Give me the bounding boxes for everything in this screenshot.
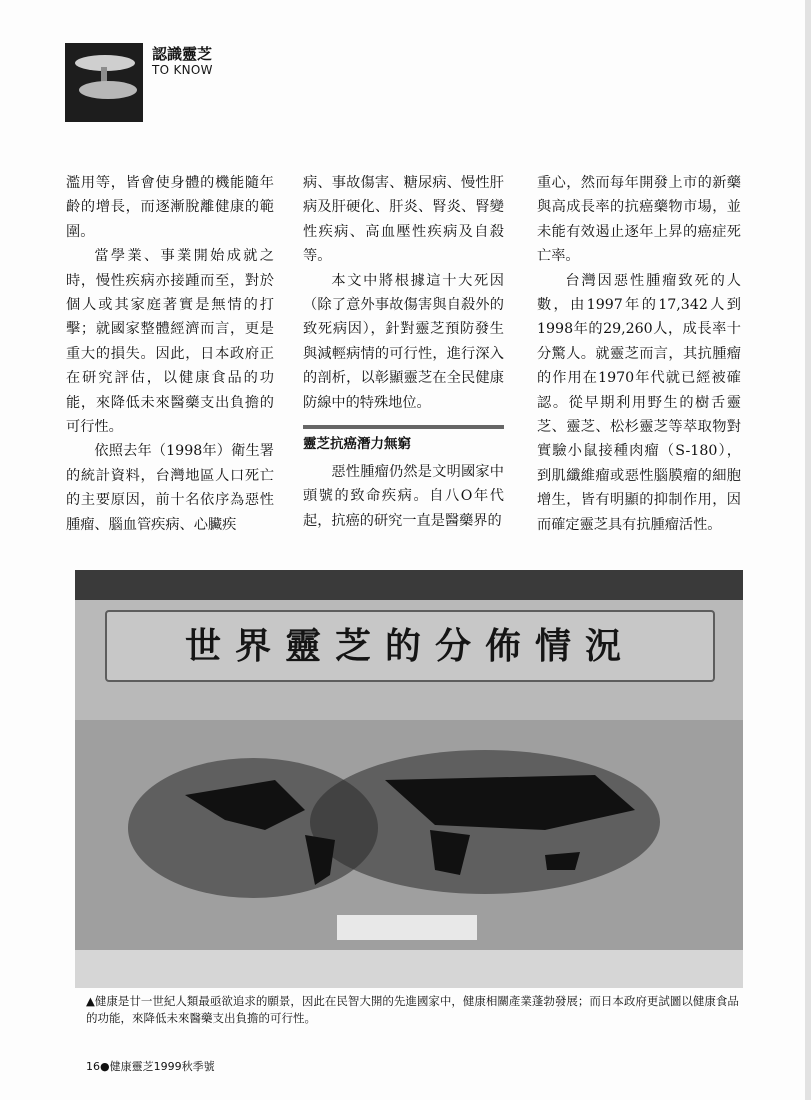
- page-footer: 16●健康靈芝1999秋季號: [86, 1060, 215, 1073]
- exhibit-placard: [337, 915, 477, 940]
- subheading: 靈芝抗癌潛力無窮: [303, 425, 504, 454]
- text-column-3: [537, 171, 741, 537]
- mushroom-cap-shape: [79, 81, 137, 99]
- paragraph: 台灣因惡性腫瘤致死的人數，由1997年的17,342人到1998年的29,260人，成長率十分驚人。就靈芝而言，其抗腫瘤的作用在1970年代就已經被確認。從早期利用野生的樹舌靈芝、靈芝、松杉靈芝等萃取物對實驗小鼠接種肉瘤（S-180），到肌纖維瘤或惡性腦膜瘤的細胞增生，皆有明顯的抑制作用，因而確定靈芝具有抗腫瘤活性。: [537, 272, 741, 533]
- world-map-illustration: [75, 570, 743, 988]
- page-edge: [805, 0, 811, 1100]
- paragraph: 依照去年（1998年）衛生署的統計資料，台灣地區人口死亡的主要原因，前十名依序為惡性腫瘤、腦血管疾病、心臟疾: [66, 443, 274, 533]
- text-column-2: [303, 171, 504, 533]
- paragraph: 重心，然而每年開發上市的新藥與高成長率的抗癌藥物市場，並未能有效遏止逐年上昇的癌症死亡率。: [537, 175, 741, 265]
- paragraph: 惡性腫瘤仍然是文明國家中頭號的致命疾病。自八O年代起，抗癌的研究一直是醫藥界的: [303, 464, 504, 529]
- map-continent: [545, 852, 580, 870]
- exhibit-photo: [75, 570, 743, 988]
- lingzhi-thumbnail-photo: [65, 43, 143, 122]
- photo-caption: ▲健康是廿一世紀人類最亟欲追求的願景，因此在民智大開的先進國家中，健康相關產業蓬勃發展；而日本政府更試圖以健康食品的功能，來降低未來醫藥支出負擔的可行性。: [86, 994, 739, 1025]
- section-subtitle: TO KNOW: [152, 63, 213, 77]
- paragraph: 病、事故傷害、糖尿病、慢性肝病及肝硬化、肝炎、腎炎、腎變性疾病、高血壓性疾病及自殺等。: [303, 175, 504, 265]
- paragraph: 濫用等，皆會使身體的機能隨年齡的增長，而逐漸脫離健康的範圍。: [66, 175, 274, 240]
- exhibit-sign-text: 世界靈芝的分佈情況: [184, 625, 635, 667]
- text-column-1: [66, 171, 274, 537]
- paragraph: 本文中將根據這十大死因（除了意外事故傷害與自殺外的致死病因），針對靈芝預防發生與減輕病情的可行性，進行深入的剖析，以彰顯靈芝在全民健康防線中的特殊地位。: [303, 272, 504, 411]
- paragraph: 當學業、事業開始成就之時，慢性疾病亦接踵而至，對於個人或其家庭著實是無情的打擊；就國家整體經濟而言，更是重大的損失。因此，日本政府正在研究評估，以健康食品的功能，來降低未來醫藥支出負擔的可行性。: [66, 248, 274, 436]
- section-title: 認識靈芝: [152, 45, 213, 63]
